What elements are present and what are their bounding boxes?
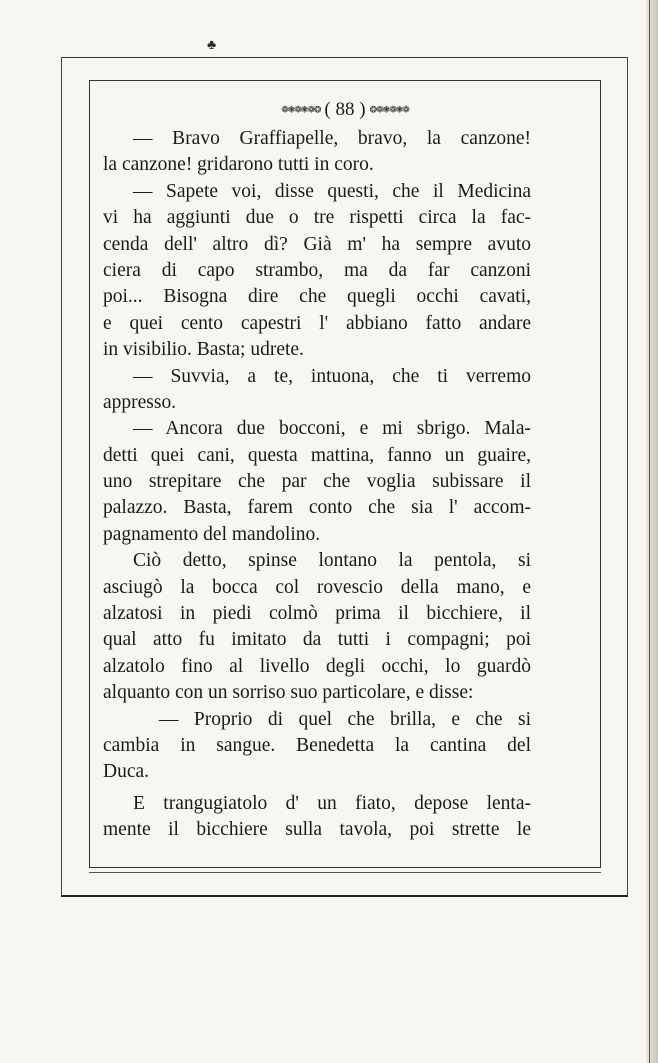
printer-mark-icon: ♣ bbox=[207, 38, 217, 53]
text-line: qual atto fu imitato da tutti i compagni; poi bbox=[103, 629, 531, 651]
ornament-right-icon: ❂❁❃❁❃❁ bbox=[369, 105, 409, 116]
text-line: vi ha aggiunti due o tre rispetti circa la fac- bbox=[103, 207, 531, 229]
text-line: — Ancora due bocconi, e mi sbrigo. Mala- bbox=[133, 418, 531, 440]
page-edge-line bbox=[649, 0, 650, 1063]
ornament-left-icon: ❁❃❁❃❁❂ bbox=[281, 105, 321, 116]
bottom-rule bbox=[89, 872, 601, 873]
text-line: — Suvvia, a te, intuona, che ti verremo bbox=[133, 365, 531, 387]
page-spine bbox=[646, 0, 658, 1063]
page-number: ( 88 ) bbox=[324, 99, 366, 120]
text-line: — Sapete voi, disse questi, che il Medicina bbox=[133, 180, 531, 202]
text-line: alzatolo fino al livello degli occhi, lo guardò bbox=[103, 655, 531, 677]
text-line: alquanto con un sorriso suo particolare, e disse: bbox=[103, 682, 474, 704]
text-line: pagnamento del mandolino. bbox=[103, 523, 321, 545]
text-line: e quei cento capestri l' abbiano fatto andare bbox=[103, 312, 531, 334]
text-line: — Proprio di quel che brilla, e che si bbox=[159, 708, 531, 730]
text-line: E trangugiatolo d' un fiato, depose lenta- bbox=[133, 792, 531, 814]
text-line: in visibilio. Basta; udrete. bbox=[103, 339, 304, 361]
text-line: la canzone! gridarono tutti in coro. bbox=[103, 154, 374, 176]
text-line: detti quei cani, questa mattina, fanno un guaire, bbox=[103, 444, 531, 466]
text-line: alzatosi in piedi colmò prima il bicchiere, il bbox=[103, 603, 531, 625]
page-header bbox=[89, 98, 601, 123]
text-line: cambia in sangue. Benedetta la cantina del bbox=[103, 734, 531, 756]
text-line: Duca. bbox=[103, 761, 150, 783]
body-text bbox=[103, 126, 531, 844]
text-line: mente il bicchiere sulla tavola, poi strette le bbox=[103, 819, 531, 841]
text-line: ciera di capo strambo, ma da far canzoni bbox=[103, 259, 531, 281]
text-line: appresso. bbox=[103, 391, 177, 413]
text-line: uno strepitare che par che voglia subissare il bbox=[103, 471, 531, 493]
text-line: poi... Bisogna dire che quegli occhi cavati, bbox=[103, 286, 531, 308]
text-line: Ciò detto, spinse lontano la pentola, si bbox=[133, 550, 531, 572]
text-line: asciugò la bocca col rovescio della mano, e bbox=[103, 576, 531, 598]
text-line: palazzo. Basta, farem conto che sia l' accom- bbox=[103, 497, 531, 519]
text-line: cenda dell' altro dì? Già m' ha sempre avuto bbox=[103, 233, 531, 255]
text-line: — Bravo Graffiapelle, bravo, la canzone! bbox=[133, 128, 531, 149]
